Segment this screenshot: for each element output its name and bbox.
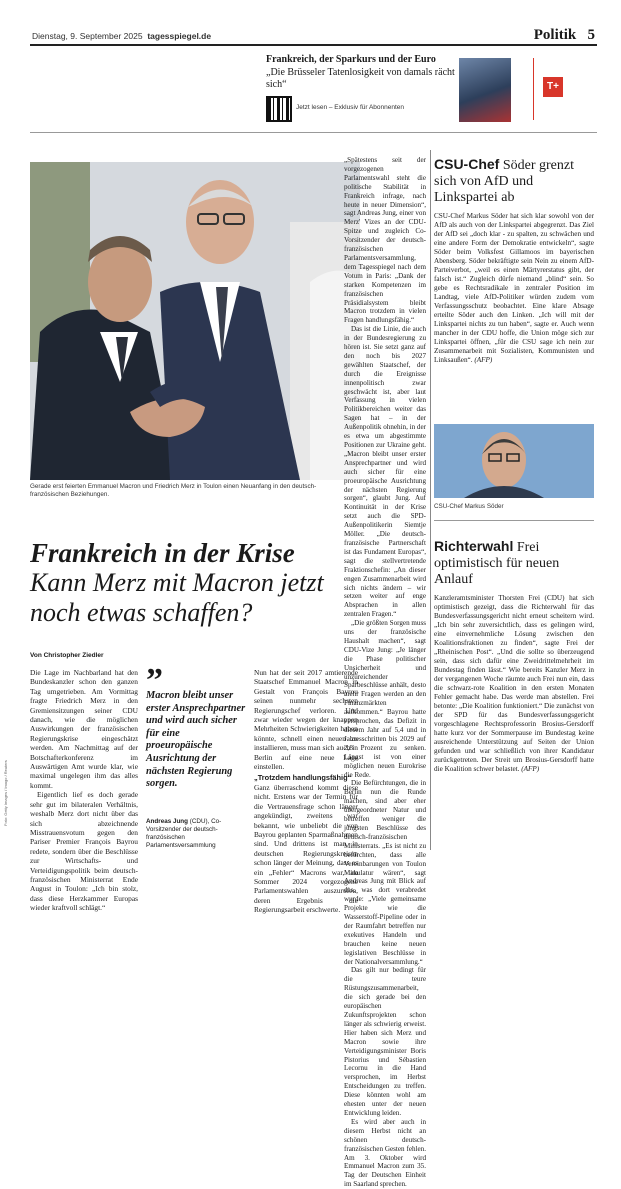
- subheadline: Kann Merz mit Macron jetzt noch etwas schaffen?: [30, 568, 324, 627]
- main-photo: [30, 162, 360, 480]
- side-article-soeder: [434, 212, 594, 365]
- paragraph: „Die größten Sorgen muss uns der französische Haushalt machen“, sagt CDU-Vize Jung: „Je länger die Phase politischer Unsicherheit und unzureichender Sparbeschlüsse anhält, desto mehr Fragen werden an den Finanzmärkten aufkommen.“ Bayrou hatte versprochen, das Defizit in diesem Jahr auf 5,4 und in Jahresschritten bis 2029 auf 2,8 Prozent zu senken. Längst ist von einer möglichen neuen Eurokrise die Rede.: [344, 619, 426, 779]
- side-article-richterwahl: [434, 594, 594, 774]
- paragraph: Ganz überraschend kommt diese nicht. Erstens war der Termin für die Vertrauensfrage schon länger angekündigt, zweitens war bekannt, wie unbeliebt die von Bayrou geplanten Sparmaßnahmen sind. Und drittens ist man in deutschen Regierungskreisen schon länger der Meinung, dass es ein „Fehler“ Macrons war, im Sommer 2024 vorgezogene Parlamentswahlen auszurufen, deren Ergebnis die Regierungsarbeit erschwerte.: [254, 782, 358, 915]
- qr-code-icon[interactable]: [266, 96, 292, 122]
- article-column-1: [30, 668, 138, 913]
- pull-quote: Macron bleibt unser erster Ansprechpartner und wird auch sicher für eine proeuropäische Ausrichtung der nächsten Regierung sorgen.: [146, 690, 246, 790]
- header-date: Dienstag, 9. September 2025 tagesspiegel.de: [32, 31, 212, 41]
- promo-thumbnail[interactable]: [459, 58, 511, 122]
- quote-role: (CDU), Co-Vorsitzender der deutsch-französischen Parlamentsversammlung: [146, 818, 222, 849]
- agency-tag: (AFP): [474, 356, 493, 364]
- agency-tag: (AFP): [521, 765, 540, 773]
- promo-link[interactable]: Jetzt lesen – Exklusiv für Abonnenten: [296, 104, 405, 111]
- paragraph: Eigentlich lief es doch gerade sehr gut im bilateralen Verhältnis, weshalb Merz dort nicht über das sich abzeichnende Misstrauensvotum gegen den Pariser Premier François Bayrou redete, sondern über die Beschlüsse zur Wirtschafts- und Verteidigungspolitik beim deutsch-französischen Ministerrat Ende August in Toulon: „Ich bin stolz, dass diese Herzkammer Europas wieder kraftvoll schlägt.“: [30, 790, 138, 913]
- soeder-photo: [434, 424, 594, 498]
- page-number: 5: [587, 27, 595, 43]
- promo-title[interactable]: Frankreich, der Sparkurs und der Euro: [266, 54, 436, 65]
- soeder-photo-caption: CSU-Chef Markus Söder: [434, 503, 504, 510]
- quote-name: Andreas Jung: [146, 818, 188, 825]
- paragraph: „Spätestens seit der vorgezogenen Parlamentswahl steht die politische Stabilität in Frankreich infrage, nach heute in neuer Dimension“, sagt Andreas Jung, einer von Merz' Vizes an der CDU-Spitze und zugleich Co-Vorsitzender der deutsch-französischen Parlamentsversammlung, dem Tagesspiegel nach dem Votum in Paris: „Dank der starken Kompetenzen im französischen Präsidialsystem bleibt Macron trotzdem in vielen Fragen handlungsfähig.“: [344, 156, 426, 325]
- photo-caption: Gerade erst feierten Emmanuel Macron und Friedrich Merz in Toulon einen Neuanfang in den deutsch-französischen Beziehungen.: [30, 483, 317, 498]
- paragraph: Nun hat der seit 2017 amtierende Staatschef Emmanuel Macron in Gestalt von François Bayrou seinen nunmehr sechsten Regierungschef verloren. Und zwar wieder wegen der knappen Mehrheiten Schwierigkeiten haben könnte, schnell einen neuen zu installieren, muss man sich auch in Berlin auf eine neue Lage einstellen.: [254, 668, 358, 772]
- photo-credit: Foto: Getty Images / Imago / Reuters: [3, 760, 8, 826]
- quote-mark-icon: ”: [146, 662, 163, 699]
- paragraph: Das ist die Linie, die auch in der Bundesregierung zu hören ist. Sie setzt ganz auf den noch bis 2027 gewählten Staatschef, der durch die Ereignisse innenpolitisch zwar geschwächt ist, aber laut Verfassung in vielen Politikbereichen weiter das Sagen hat – in der Außenpolitik ohnehin, in der es etwa um abgestimmte Positionen zur Ukraine geht. „Macron bleibt unser erster Ansprechpartner und wird auch sicher für eine proeuropäische Ausrichtung der nächsten Regierung sorgen“, glaubt Jung. Auf Kontinuität in der Krise setzt auch die SPD-Außenpolitikerin Siemtje Möller. „Die deutsch-französische Partnerschaft ist das Fundament Europas“, sagt die stellvertretende Fraktionschefin: „An dieser engen Zusammenarbeit wird sich nichts ändern – wir setzen weiter auf enge Absprachen in allen zentralen Fragen.“: [344, 325, 426, 619]
- sidebar-rule: [434, 520, 594, 521]
- tplus-badge[interactable]: T+: [543, 77, 563, 97]
- article-column-2: [254, 668, 358, 915]
- paragraph: CSU-Chef Markus Söder hat sich klar sowohl von der AfD als auch von der Linkspartei abgegrenzt. Das Ziel der AfD sei „doch klar - zu spalten, zu schwächen und eine andere Form der Demokratie entwickeln“, sagte Söder beim Volksfest Gillamoos im bayerischen Abensberg. Söder bekräftigte sein Nein zu einem AfD-Parteiverbot, „weil es einen Märtyrerstatus gibt, der falsch ist.“ Zugleich dürfe niemand „blind“ sein. So gebe es Rechtsradikale in zentraler Position im Landtag, viele AfD-Politiker würden zudem vom Verfassungsschutz beobachtet. Eine klare Absage erteilte Söder auch den Linken. „Ich will mit der Linkspartei nichts zu tun haben“, sagte er. Auch wenn mancher in der CDU hoffe, die Union möge sich zur Linkspartei öffnen, „für die CSU sage ich nein zur Zusammenarbeit mit Sozialisten, Kommunisten und Linksaußen“. (AFP): [434, 212, 594, 364]
- header-site: tagesspiegel.de: [147, 31, 212, 41]
- article-column-3: [344, 156, 426, 1189]
- subheading: „Trotzdem handlungsfähig“: [254, 773, 352, 783]
- author-byline: Von Christopher Ziedler: [30, 652, 104, 659]
- paragraph: Es wird aber auch in diesem Herbst nicht an schönen deutsch-französischen Gesten fehlen. Am 3. Oktober wird Emmanuel Macron zum 35. Tag der Deutschen Einheit im Saarland sprechen.: [344, 1117, 426, 1189]
- promo-subtitle[interactable]: „Die Brüsseler Tatenlosigkeit von damals rächt sich“: [266, 67, 455, 90]
- headline: Frankreich in der Krise: [30, 538, 295, 568]
- soeder-illustration: [434, 424, 594, 498]
- section-label: Politik 5: [533, 27, 595, 43]
- paragraph: Die Befürchtungen, die in Berlin nun die Runde machen, sind aber eher übergeordneter Natur und betreffen weniger die jüngsten Beschlüsse des deutsch-französischen Ministerrats. „Es ist nicht zu befürchten, dass alle Vereinbarungen von Toulon Makulatur wären“, sagt Andreas Jung mit Blick auf das, was dort verabredet wurde: „Viele gemeinsame Projekte wie die Wasserstoff-Pipeline oder in der Raumfahrt betreffen nur exekutives Handeln und brauchen keine neuen legislativen Beschlüsse in der Nationalversammlung.“: [344, 779, 426, 966]
- paragraph: Das gilt nur bedingt für die teure Rüstungszusammenarbeit, die sich gerade bei den europäischen Zukunftsprojekten schon länger als schwierig erweist. Hier haben sich Merz und Macron sowie ihre Verteidigungsminister Boris Pistorius und Sébastien Lecornu in die Hand versprochen, im Herbst Entscheidungen zu treffen. Diese könnten wohl am ehesten unter der neuen Entwicklung leiden.: [344, 966, 426, 1117]
- side-headline-richterwahl[interactable]: Richterwahl Frei optimistisch für neuen Anlauf: [434, 538, 560, 587]
- paragraph: Die Lage im Nachbarland hat den Bundeskanzler schon den ganzen Tag umgetrieben. Am Vormittag fragte Friedrich Merz in den Gremiensitzungen seiner CDU danach, wie die möglichen Auswirkungen der französischen Regierungskrise eingeschätzt werden. Am Nachmittag auf der Botschafterkonferenz im Auswärtigen Amt wurde klar, wie maximal ungelegen ihm das alles kommt.: [30, 668, 138, 790]
- promo-rule: [30, 132, 597, 133]
- column-divider: [430, 150, 431, 850]
- promo-divider: [533, 58, 534, 120]
- side-headline-soeder[interactable]: CSU-Chef Söder grenzt sich von AfD und Linkspartei ab: [434, 156, 574, 205]
- paragraph: Kanzleramtsminister Thorsten Frei (CDU) hat sich optimistisch gezeigt, dass die Richterwahl für das Bundesverfassungsgericht nicht erneut scheitern wird. „Ich bin sehr zuversichtlich, dass es gelingen wird, eine einvernehmliche Lösung zwischen den Koalitionsfraktionen zu finden“, sagte Frei der „Rheinischen Post“. „Und die sollte so überzeugend sein, dass sich dafür eine Zweidrittelmehrheit im Bundestag finden lässt.“ Wie bereits Kanzler Merz in der vergangenen Woche räumte auch Frei nun ein, dass die schwarz-rote Koalition in den ersten Monaten Fehler gemacht habe. Das werde man abstellen. Frei betonte: „Die Koalition funktioniert.“ Die zunächst von der SPD für das Bundesverfassungsgericht vorgeschlagene Rechtsprofessorin Brosius-Gersdorff hatte kurz vor der Sommerpause im Bundestag keine ausreichende Unterstützung auf Seiten der Union gefunden und war schließlich von ihrer Kandidatur zurückgetreten. Der Streit um Brosius-Gersdorff hatte die Koalition schwer belastet. (AFP): [434, 594, 594, 773]
- quote-source: [146, 818, 248, 850]
- photo-illustration: [30, 162, 360, 480]
- header-rule: [30, 44, 597, 46]
